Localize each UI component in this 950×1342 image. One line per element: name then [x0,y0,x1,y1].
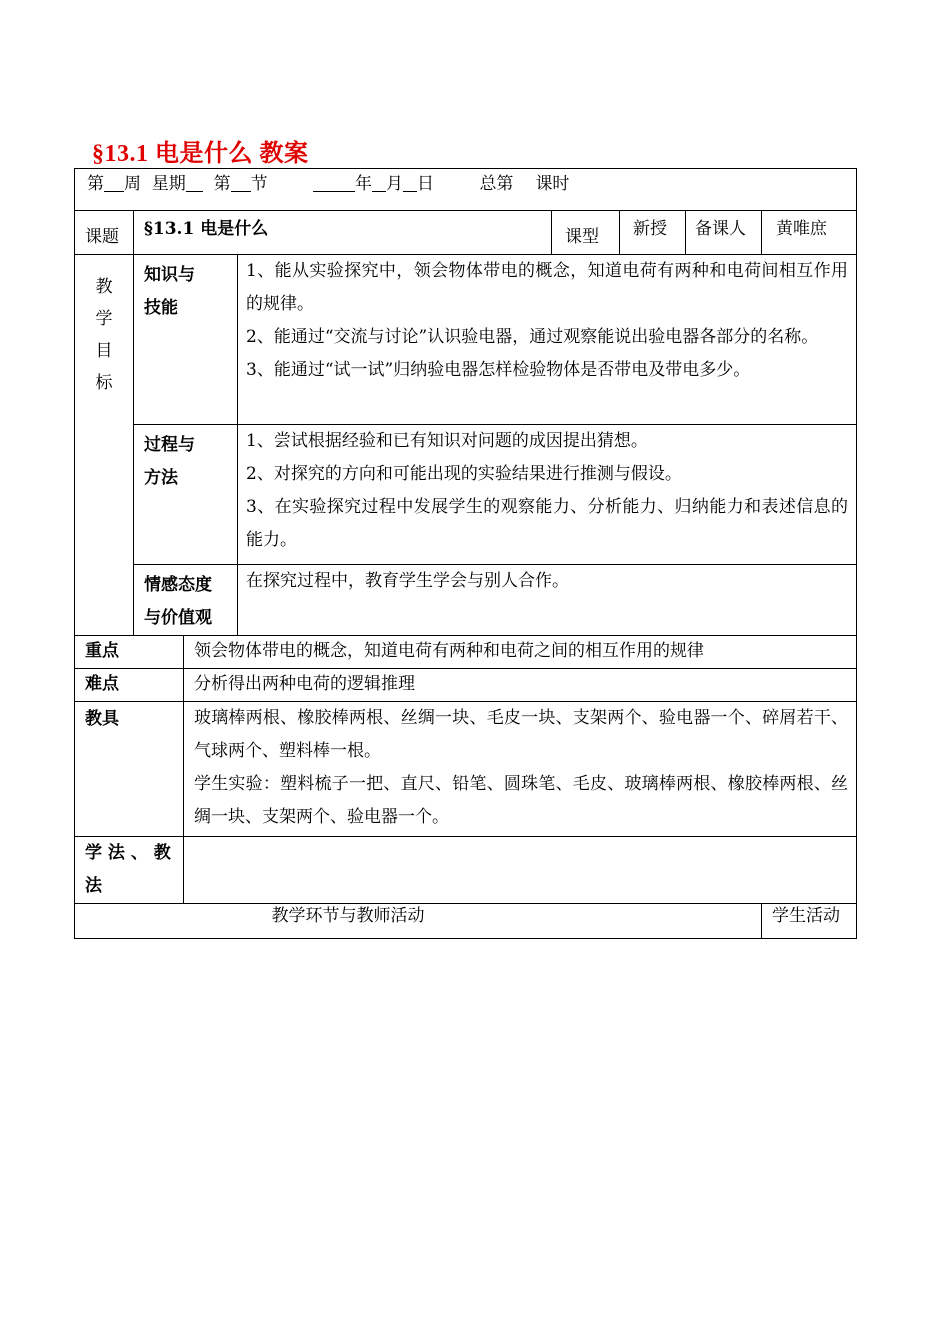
tools-label: 教具 [85,709,119,729]
yue-label: 月 [386,174,404,194]
key-point-cell [184,636,857,669]
knowledge-item: 1、能从实验探究中，领会物体带电的概念，知道电荷有两种和电荷间相互作用的规律。 [246,261,849,314]
process-label: 过程与 方法 [144,435,195,488]
di2-label: 第 [213,174,231,194]
teacher-activity-header-cell [75,904,762,939]
process-content-cell [238,425,857,565]
key-point-value: 领会物体带电的概念，知道电荷有两种和电荷之间的相互作用的规律 [194,641,704,661]
xingqi-label: 星期 [151,174,186,194]
type-label: 课型 [565,227,599,247]
process-item: 2、对探究的方向和可能出现的实验结果进行推测与假设。 [246,464,682,484]
week-blank [104,173,124,192]
process-item: 1、尝试根据经验和已有知识对问题的成因提出猜想。 [246,431,648,451]
emotion-label: 情感态度 与价值观 [144,575,212,628]
difficulty-label: 难点 [85,674,119,694]
type-label-cell [552,211,620,255]
di-label: 第 [87,174,104,194]
knowledge-items [238,255,856,387]
tools-cell [184,702,857,837]
jie-label: 节 [250,174,268,194]
process-label-cell [134,425,238,565]
difficulty-value: 分析得出两种电荷的逻辑推理 [194,674,415,694]
zongdi-label: 总第 [479,174,514,194]
process-items [238,425,856,557]
year-blank [313,173,355,192]
emotion-item: 在探究过程中，教育学生学会与别人合作。 [246,571,569,591]
knowledge-item: 2、能通过“交流与讨论”认识验电器，通过观察能说出验电器各部分的名称。 [246,327,819,347]
course-label-cell [75,211,134,255]
weekday-blank [186,173,203,192]
type-value: 新授 [633,219,667,239]
schedule-header-cell [75,169,857,211]
student-activity-header: 学生活动 [772,906,840,926]
knowledge-content-cell [238,255,857,425]
difficulty-cell [184,669,857,702]
goals-side-cell [75,255,134,636]
tools-teacher-list: 玻璃棒两根、橡胶棒两根、丝绸一块、毛皮一块、支架两个、验电器一个、碎屑若干、气球两个、塑料棒一根。 [194,708,849,761]
teacher-activity-header: 教学环节与教师活动 [271,906,425,926]
difficulty-label-cell [75,669,184,702]
lesson-plan-table [74,168,857,939]
student-activity-header-cell [762,904,857,939]
tools-student-list: 学生实验：塑料梳子一把、直尺、铅笔、圆珠笔、毛皮、玻璃棒两根、橡胶棒两根、丝绸一块、支架两个、验电器一个。 [194,774,849,827]
course-topic: §13.1 电是什么 [144,219,269,239]
preparer-name: 黄唯庶 [776,219,827,239]
day-blank [403,173,417,192]
month-blank [372,173,386,192]
nian-label: 年 [355,174,373,194]
document-title: §13.1 电是什么 教案 [92,141,309,167]
preparer-cell [762,211,857,255]
emotion-label-cell [134,565,238,636]
course-label: 课题 [85,227,119,247]
preparer-label: 备课人 [695,219,746,239]
methods-cell [184,837,857,904]
methods-label: 学 法 、 教 法 [85,843,171,896]
knowledge-label: 知识与 技能 [144,265,195,318]
knowledge-label-cell [134,255,238,425]
tools-label-cell [75,702,184,837]
emotion-content-cell [238,565,857,636]
zhou-label: 周 [124,174,141,194]
goals-side-label: 教 学 目 标 [95,277,113,393]
key-point-label-cell [75,636,184,669]
ri-label: 日 [417,174,435,194]
course-topic-cell [134,211,552,255]
period-blank [231,173,251,192]
key-point-label: 重点 [85,641,119,661]
methods-label-cell [75,837,184,904]
keshi-label: 课时 [535,174,570,194]
type-value-cell [620,211,686,255]
knowledge-item: 3、能通过“试一试”归纳验电器怎样检验物体是否带电及带电多少。 [246,360,751,380]
preparer-label-cell [686,211,762,255]
process-item: 3、在实验探究过程中发展学生的观察能力、分析能力、归纳能力和表述信息的能力。 [246,497,849,550]
